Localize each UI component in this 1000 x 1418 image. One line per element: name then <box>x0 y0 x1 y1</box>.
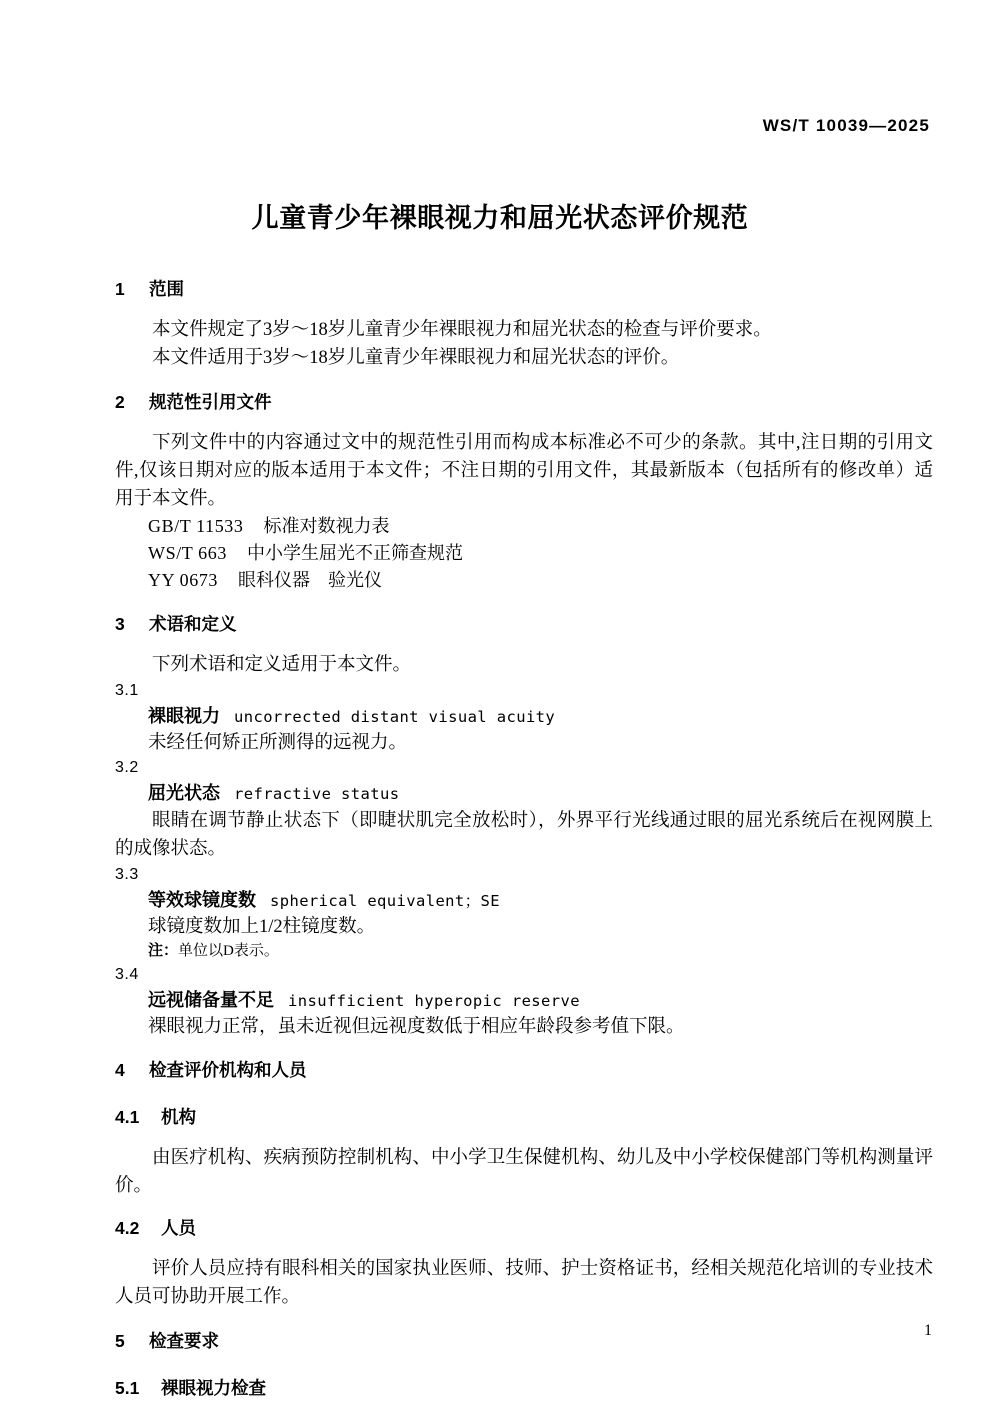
spacer <box>115 1354 933 1376</box>
clause-4-number: 4 <box>115 1060 125 1080</box>
normative-reference-item <box>148 513 933 540</box>
term-zh-3-2: 屈光状态 <box>148 783 220 803</box>
clause-4-title: 检查评价机构和人员 <box>149 1060 307 1080</box>
spacer <box>115 637 933 651</box>
heading-clause-4-2 <box>115 1216 933 1241</box>
term-headword-3-2 <box>148 780 933 807</box>
reference-title: 眼科仪器 验光仪 <box>238 570 383 590</box>
term-zh-3-4: 远视储备量不足 <box>148 990 274 1010</box>
page-number: 1 <box>924 1322 932 1339</box>
running-header-standard-code: WS/T 10039—2025 <box>762 116 930 135</box>
term-en-3-1: uncorrected distant visual acuity <box>234 708 556 726</box>
term-number-3-4: 3.4 <box>115 966 139 983</box>
term-definition-3-4: 裸眼视力正常，虽未近视但远视度数低于相应年龄段参考值下限。 <box>148 1017 685 1037</box>
heading-clause-5-1 <box>115 1376 933 1401</box>
clause-1-number: 1 <box>115 279 125 299</box>
spacer <box>115 372 933 390</box>
term-note-text-3-3: 单位以D表示。 <box>178 943 279 959</box>
clause-2-title: 规范性引用文件 <box>149 392 272 412</box>
spacer <box>115 1241 933 1255</box>
spacer <box>115 1040 933 1058</box>
spacer <box>115 1083 933 1105</box>
clause-4-2-title: 人员 <box>161 1218 196 1238</box>
reference-code: YY 0673 <box>148 570 219 590</box>
spacer <box>115 302 933 316</box>
term-en-3-3: spherical equivalent；SE <box>270 892 500 910</box>
term-definition-3-2: 眼睛在调节静止状态下（即睫状肌完全放松时），外界平行光线通过眼的屈光系统后在视网膜上的成像状态。 <box>115 811 933 859</box>
clause-5-number: 5 <box>115 1331 125 1351</box>
term-zh-3-1: 裸眼视力 <box>148 706 220 726</box>
clause-3-number: 3 <box>115 614 125 634</box>
normative-reference-item <box>148 567 933 594</box>
reference-title: 标准对数视力表 <box>263 516 390 536</box>
reference-title: 中小学生屈光不正筛查规范 <box>246 543 463 563</box>
term-number-3-2: 3.2 <box>115 759 139 776</box>
heading-clause-2 <box>115 390 933 415</box>
reference-code: GB/T 11533 <box>148 516 244 536</box>
term-definition-3-1: 未经任何矫正所测得的远视力。 <box>148 733 408 753</box>
clause-3-title: 术语和定义 <box>149 614 237 634</box>
heading-clause-5 <box>115 1329 933 1354</box>
term-headword-3-4 <box>148 987 933 1014</box>
term-headword-3-3 <box>148 887 933 914</box>
clause-1-paragraph-2: 本文件适用于3岁～18岁儿童青少年裸眼视力和屈光状态的评价。 <box>152 348 680 368</box>
clause-4-2-number: 4.2 <box>115 1218 140 1238</box>
clause-2-paragraph-1: 下列文件中的内容通过文中的规范性引用而构成本标准必不可少的条款。其中,注日期的引用文件,仅该日期对应的版本适用于本文件；不注日期的引用文件，其最新版本（包括所有的修改单）适用于本文件。 <box>115 433 933 509</box>
clause-4-1-title: 机构 <box>161 1107 196 1127</box>
term-definition-3-3: 球镜度数加上1/2柱镜度数。 <box>148 917 376 937</box>
spacer <box>115 594 933 612</box>
clause-4-2-paragraph-1: 评价人员应持有眼科相关的国家执业医师、技师、护士资格证书，经相关规范化培训的专业技术人员可协助开展工作。 <box>115 1259 933 1307</box>
clause-4-1-number: 4.1 <box>115 1107 140 1127</box>
heading-clause-4 <box>115 1058 933 1083</box>
clause-3-paragraph-1: 下列术语和定义适用于本文件。 <box>152 655 412 675</box>
heading-clause-4-1 <box>115 1105 933 1130</box>
term-note-label-3-3: 注： <box>148 943 179 959</box>
document-body <box>115 277 933 1401</box>
clause-1-paragraph-1: 本文件规定了3岁～18岁儿童青少年裸眼视力和屈光状态的检查与评价要求。 <box>152 320 772 340</box>
term-note-3-3 <box>148 940 933 963</box>
term-number-3-3: 3.3 <box>115 866 139 883</box>
spacer <box>115 1130 933 1144</box>
spacer <box>115 415 933 429</box>
page-title: 儿童青少年裸眼视力和屈光状态评价规范 <box>251 203 749 233</box>
clause-4-1-paragraph-1: 由医疗机构、疾病预防控制机构、中小学卫生保健机构、幼儿及中小学校保健部门等机构测量评价。 <box>115 1148 933 1196</box>
term-number-3-1: 3.1 <box>115 682 139 699</box>
heading-clause-1 <box>115 277 933 302</box>
clause-2-number: 2 <box>115 392 125 412</box>
heading-clause-3 <box>115 612 933 637</box>
clause-5-1-title: 裸眼视力检查 <box>161 1378 266 1398</box>
term-zh-3-3: 等效球镜度数 <box>148 890 256 910</box>
reference-code: WS/T 663 <box>148 543 227 563</box>
term-en-3-4: insufficient hyperopic reserve <box>288 992 580 1010</box>
normative-reference-item <box>148 540 933 567</box>
clause-1-title: 范围 <box>149 279 184 299</box>
term-en-3-2: refractive status <box>234 785 400 803</box>
clause-5-1-number: 5.1 <box>115 1378 140 1398</box>
spacer <box>115 1200 933 1216</box>
clause-5-title: 检查要求 <box>149 1331 219 1351</box>
spacer <box>115 1311 933 1329</box>
term-headword-3-1 <box>148 703 933 730</box>
